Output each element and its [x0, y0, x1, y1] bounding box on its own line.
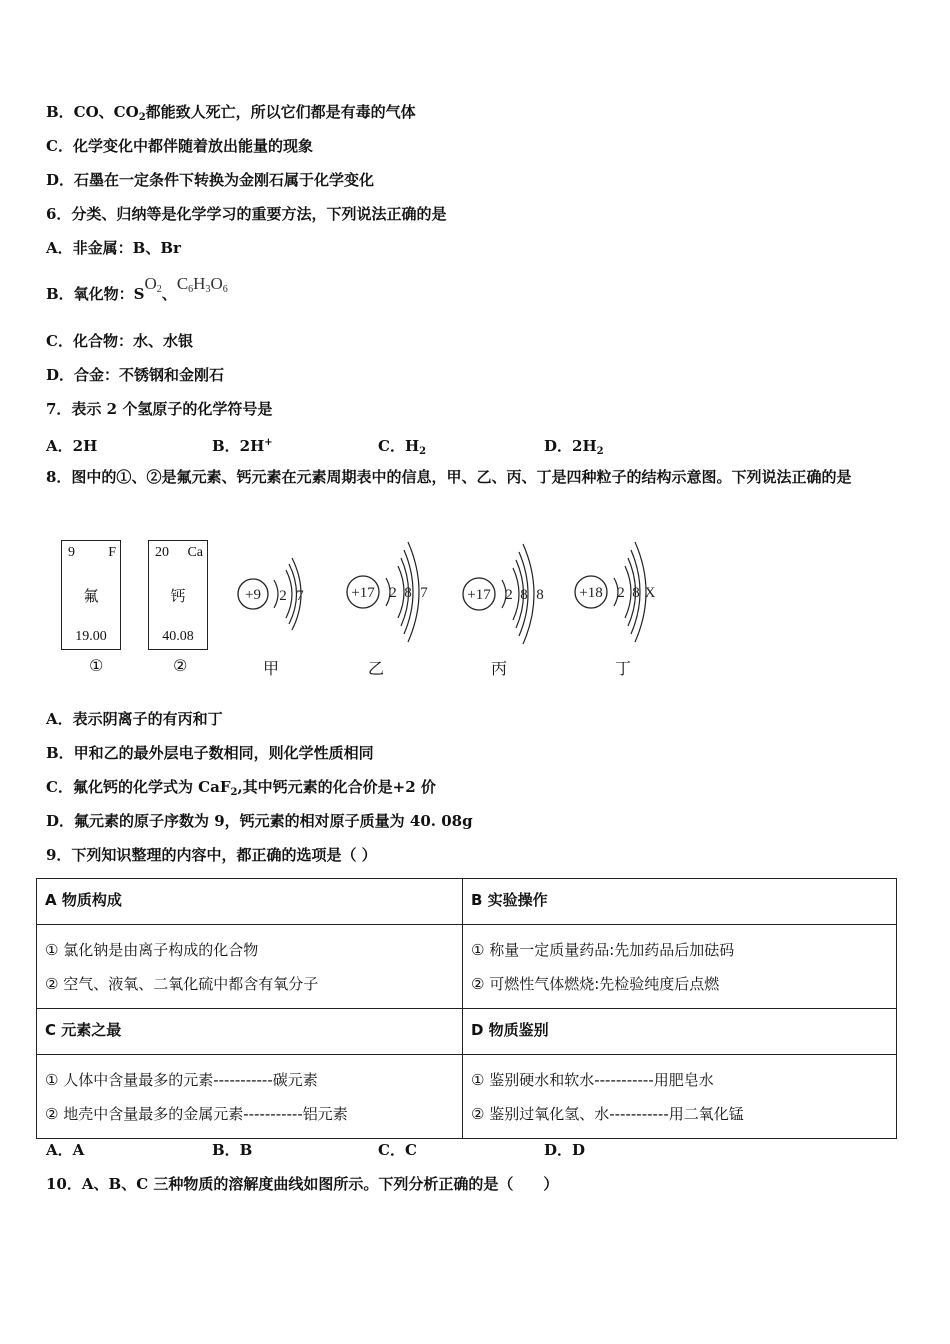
svg-text:2: 2	[279, 588, 287, 604]
cell-d-head: D 物质鉴别	[463, 1009, 897, 1055]
q8-option-c: C．氟化钙的化学式为 CaF$_2$,其中钙元素的化合价是+2 价	[46, 778, 436, 798]
cell-c-body: ① 人体中含量最多的元素-----------碳元素 ② 地壳中含量最多的金属元素-----------铝元素	[37, 1055, 463, 1139]
q7-stem: 7．表示 2 个氢原子的化学符号是	[46, 400, 273, 418]
q9-option-d: D．D	[544, 1141, 586, 1159]
caption-ding: 丁	[615, 659, 632, 678]
atom-structure-diagrams	[0, 530, 950, 690]
svg-text:2: 2	[617, 585, 625, 601]
caption-1: ①	[89, 656, 104, 675]
formula-o2: $O_2$	[144, 274, 162, 295]
caption-bing: 丙	[491, 659, 508, 678]
element-card-calcium: 20 Ca 钙 40.08	[148, 540, 208, 650]
q5-option-d: D．石墨在一定条件下转换为金刚石属于化学变化	[46, 171, 375, 189]
q9-knowledge-table	[36, 878, 897, 1139]
q9-stem: 9．下列知识整理的内容中，都正确的选项是（ ）	[46, 846, 377, 864]
svg-text:8: 8	[520, 587, 528, 603]
q5-option-b: B．CO、$CO_2$都能致人死亡，所以它们都是有毒的气体	[46, 103, 416, 123]
formula-c6h3o6: $C_6H_3O_6$	[176, 274, 228, 295]
cell-c-head: C 元素之最	[37, 1009, 463, 1055]
cell-b-body: ① 称量一定质量药品:先加药品后加砝码 ② 可燃性气体燃烧:先检验纯度后点燃	[463, 925, 897, 1009]
cell-a-head: A 物质构成	[37, 879, 463, 925]
svg-text:2: 2	[505, 587, 513, 603]
q6-option-d: D．合金：不锈钢和金刚石	[46, 366, 225, 384]
q7-option-a: A．2H	[46, 437, 98, 455]
particle-ding	[575, 542, 656, 642]
q9-options	[46, 1140, 710, 1160]
q9-option-b: B．B	[212, 1141, 253, 1159]
q6-option-b: B．氧化物：$SO_2$、$C_6H_3O_6$	[46, 274, 228, 303]
svg-text:+18: +18	[579, 585, 603, 601]
q7-options	[46, 433, 710, 462]
q8-stem: 8．图中的①、②是氟元素、钙元素在元素周期表中的信息，甲、乙、丙、丁是四种粒子的结构示意图。下列说法正确的是	[46, 468, 852, 486]
particle-yi	[347, 542, 428, 642]
particle-jia	[238, 558, 304, 630]
q9-option-c: C．C	[378, 1141, 417, 1159]
element-card-fluorine: 9 F 氟 19.00	[61, 540, 121, 650]
q6-stem: 6．分类、归纳等是化学学习的重要方法，下列说法正确的是	[46, 205, 447, 223]
q6-option-a: A．非金属：B、Br	[46, 239, 181, 257]
particle-bing	[463, 544, 544, 644]
q5-option-c: C．化学变化中都伴随着放出能量的现象	[46, 137, 313, 155]
svg-text:X: X	[644, 585, 656, 601]
svg-text:7: 7	[296, 588, 304, 604]
q7-option-d: D．$2H_2$	[544, 437, 604, 457]
cell-a-body: ① 氯化钠是由离子构成的化合物 ② 空气、液氧、二氧化硫中都含有氧分子	[37, 925, 463, 1009]
svg-text:8: 8	[404, 585, 412, 601]
svg-text:7: 7	[420, 585, 428, 601]
q8-option-b: B．甲和乙的最外层电子数相同，则化学性质相同	[46, 744, 374, 762]
cell-d-body: ① 鉴别硬水和软水-----------用肥皂水 ② 鉴别过氧化氢、水-----------用二氧化锰	[463, 1055, 897, 1139]
svg-text:8: 8	[632, 585, 640, 601]
q8-option-a: A．表示阴离子的有丙和丁	[46, 710, 223, 728]
svg-text:2: 2	[389, 585, 397, 601]
q8-option-d: D．氟元素的原子序数为 9，钙元素的相对原子质量为 40. 08g	[46, 812, 473, 830]
svg-text:+17: +17	[351, 585, 375, 601]
q8-figure	[0, 530, 950, 690]
svg-text:8: 8	[536, 587, 544, 603]
q7-option-c: C．$H_2$	[378, 437, 427, 457]
svg-text:+17: +17	[467, 587, 491, 603]
svg-text:+9: +9	[245, 587, 261, 603]
caption-yi: 乙	[368, 659, 385, 678]
cell-b-head: B 实验操作	[463, 879, 897, 925]
q10-stem: 10．A、B、C 三种物质的溶解度曲线如图所示。下列分析正确的是（ ）	[46, 1175, 559, 1193]
q9-option-a: A．A	[46, 1141, 85, 1159]
q7-option-b: B．2H+	[212, 437, 273, 455]
caption-jia: 甲	[263, 659, 280, 678]
caption-2: ②	[173, 656, 188, 675]
q6-option-c: C．化合物：水、水银	[46, 332, 193, 350]
